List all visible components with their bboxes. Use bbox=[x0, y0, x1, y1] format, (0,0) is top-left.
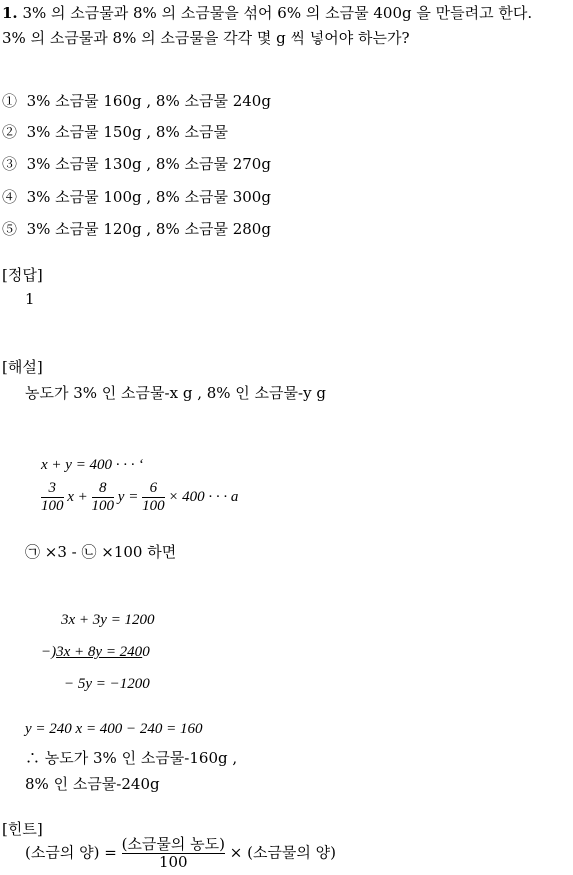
choice-text: 3% 소금물 100g , 8% 소금물 300g bbox=[26, 188, 271, 206]
choice-4[interactable] bbox=[2, 186, 271, 207]
explanation-setup: 농도가 3% 인 소금물-x g , 8% 인 소금물-y g bbox=[25, 384, 326, 402]
fraction-denominator: 100 bbox=[122, 853, 225, 871]
choice-5[interactable] bbox=[2, 218, 271, 239]
fraction-numerator: 3 bbox=[48, 480, 56, 496]
subtrahend: 3x + 8y = 240 bbox=[56, 644, 143, 660]
choice-text: 3% 소금물 160g , 8% 소금물 240g bbox=[26, 92, 271, 110]
calc-line-2 bbox=[41, 644, 150, 661]
choice-marker: ① bbox=[2, 92, 18, 110]
fraction-denominator: 100 bbox=[142, 498, 165, 514]
answer-label: [정답] bbox=[2, 266, 43, 284]
equation-1: x + y = 400 · · · ‘ bbox=[41, 457, 144, 473]
elimination-step: ㉠ ×3 - ㉡ ×100 하면 bbox=[25, 543, 177, 561]
fraction-numerator: (소금물의 농도) bbox=[121, 835, 225, 853]
choice-3[interactable] bbox=[2, 153, 271, 174]
choice-marker: ② bbox=[2, 123, 18, 141]
calc-line-3: − 5y = −1200 bbox=[64, 676, 150, 692]
explanation-label: [해설] bbox=[2, 358, 43, 376]
subtraction-sign: −) bbox=[41, 644, 57, 660]
hint-rhs: × (소금물의 양) bbox=[229, 843, 337, 862]
question-text-2: 3% 의 소금물과 8% 의 소금물을 각각 몇 g 씩 넣어야 하는가? bbox=[2, 29, 410, 47]
hint-lhs: (소금의 양) = bbox=[25, 843, 117, 862]
fraction-numerator: 8 bbox=[99, 480, 107, 496]
fraction-numerator: 6 bbox=[149, 480, 158, 496]
equation-2 bbox=[41, 480, 238, 515]
choice-1[interactable] bbox=[2, 90, 271, 111]
fraction-3-100 bbox=[41, 480, 64, 515]
result-line-1: y = 240 x = 400 − 240 = 160 bbox=[25, 721, 203, 737]
choice-marker: ③ bbox=[2, 155, 18, 173]
equation-2-tail: × 400 · · · a bbox=[168, 488, 239, 505]
hint-label: [힌트] bbox=[2, 820, 43, 838]
question-number: 1. bbox=[2, 4, 18, 22]
fraction-8-100 bbox=[92, 480, 115, 515]
choice-marker: ⑤ bbox=[2, 220, 18, 238]
hint-formula bbox=[25, 836, 336, 871]
subtrahend-tail: 0 bbox=[142, 644, 150, 660]
calc-line-1: 3x + 3y = 1200 bbox=[61, 612, 155, 628]
answer-value: 1 bbox=[25, 290, 35, 308]
result-line-2: ∴ 농도가 3% 인 소금물-160g , bbox=[25, 749, 238, 767]
question-text-1: 3% 의 소금물과 8% 의 소금물을 섞어 6% 의 소금물 400g 을 만들려고 한다. bbox=[22, 4, 533, 22]
fraction-6-100 bbox=[142, 480, 165, 515]
result-line-3: 8% 인 소금물-240g bbox=[25, 775, 160, 793]
choice-marker: ④ bbox=[2, 188, 18, 206]
fraction-denominator: 100 bbox=[41, 498, 64, 514]
choice-text: 3% 소금물 150g , 8% 소금물 bbox=[26, 123, 228, 141]
choice-text: 3% 소금물 120g , 8% 소금물 280g bbox=[26, 220, 271, 238]
hint-fraction bbox=[122, 836, 225, 871]
equation-2-term: y = bbox=[117, 488, 139, 505]
equation-2-term: x + bbox=[67, 488, 88, 505]
question-line-1 bbox=[2, 2, 532, 23]
choice-2[interactable] bbox=[2, 121, 228, 142]
fraction-denominator: 100 bbox=[91, 498, 115, 514]
choice-text: 3% 소금물 130g , 8% 소금물 270g bbox=[26, 155, 271, 173]
